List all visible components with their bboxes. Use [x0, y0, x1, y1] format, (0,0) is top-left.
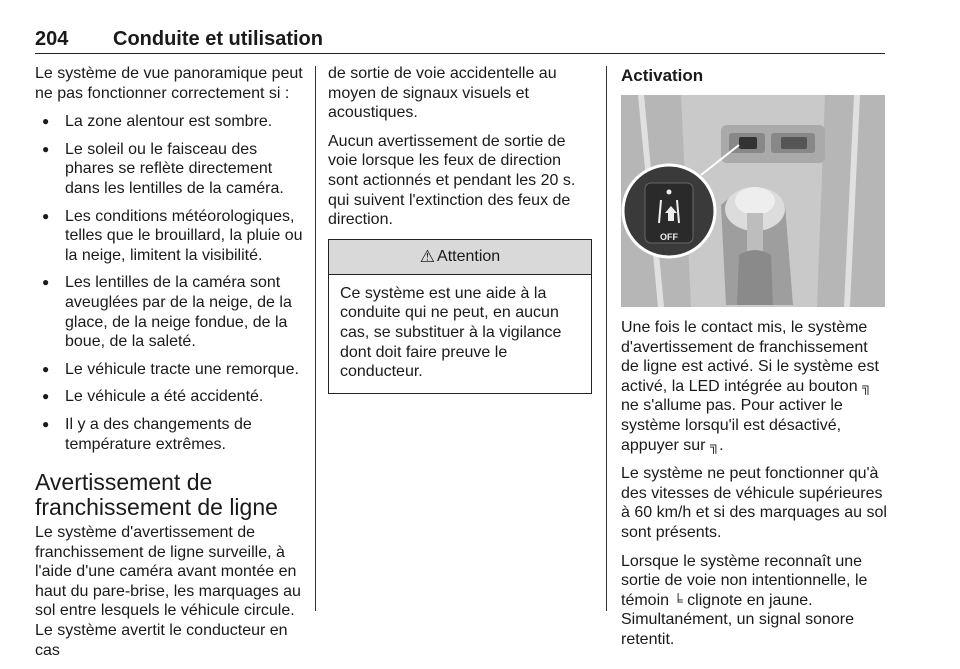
column-right — [621, 64, 887, 659]
intro-paragraph: Le système de vue panoramique peut ne pas fonctionner correctement si : — [35, 65, 303, 102]
lane-departure-warning-icon: ╘ — [673, 592, 683, 608]
body-paragraph: Lorsque le système reconnaît une sortie de voie non intentionnelle, le témoin ╘ clignote en jaune. Simultanément, un signal sonore retentit. — [621, 552, 868, 648]
off-label: OFF — [660, 232, 678, 242]
lane-departure-button-icon: ╗ — [862, 378, 872, 394]
column-middle — [328, 64, 592, 394]
section-heading: Avertissement de franchissement de ligne — [35, 469, 278, 521]
list-item: ● Il y a des changements de température extrêmes. — [35, 415, 303, 454]
list-item: ● Le soleil ou le faisceau des phares se reflète directement dans les lentilles de la caméra. — [35, 140, 303, 199]
attention-text: Ce système est une aide à la conduite qui ne peut, en aucun cas, se substituer à la vigilance dont doit faire preuve le conducteur. — [340, 284, 562, 381]
conditions-list — [35, 112, 303, 454]
body-paragraph: Le système d'avertissement de franchissement de ligne surveille, à l'aide d'une caméra avant montée en haut du pare-brise, les marquages au sol entre lesquels le véhicule circule. Le système avertit le conducteur en cas — [35, 524, 301, 659]
column-divider — [315, 66, 316, 611]
attention-body — [329, 275, 591, 393]
column-left — [35, 64, 303, 669]
section-title: Conduite et utilisation — [113, 28, 323, 50]
column-divider — [606, 66, 607, 611]
body-paragraph: Aucun avertissement de sortie de voie lorsque les feux de direction sont actionnés et pendant les 20 s. qui suivent l'extinction des feux de direction. — [328, 132, 576, 229]
list-item: ● Les conditions météorologiques, telles que le brouillard, la pluie ou la neige, limitent la visibilité. — [35, 207, 303, 266]
center-console-figure — [621, 95, 885, 307]
lane-departure-button-icon: ╗ — [709, 437, 720, 453]
list-item: ● Le véhicule a été accidenté. — [35, 387, 303, 407]
body-paragraph: Une fois le contact mis, le système d'avertissement de franchissement de ligne est activé. Si le système est activé, la LED intégrée au bouton ╗ ne s'allume pas. Pour activer le système lorsqu'il est désactivé, appuyer sur ╗. — [621, 319, 879, 454]
warning-triangle-icon: ⚠ — [419, 246, 436, 266]
page-header — [35, 28, 885, 54]
body-paragraph: de sortie de voie accidentelle au moyen de signaux visuels et acoustiques. — [328, 65, 557, 122]
body-paragraph: Le système ne peut fonctionner qu'à des vitesses de véhicule supérieures à 60 km/h et si des marquages au sol sont présents. — [621, 465, 887, 541]
attention-box — [328, 239, 592, 394]
attention-header — [329, 240, 591, 275]
page-number: 204 — [35, 28, 69, 50]
list-item: ● Les lentilles de la caméra sont aveuglées par de la neige, de la glace, de la neige fondue, de la boue, de la saleté. — [35, 273, 303, 351]
subsection-heading: Activation — [621, 66, 704, 85]
list-item: ● Le véhicule tracte une remorque. — [35, 360, 303, 380]
list-item: ● La zone alentour est sombre. — [35, 112, 303, 132]
attention-title: Attention — [437, 247, 501, 265]
